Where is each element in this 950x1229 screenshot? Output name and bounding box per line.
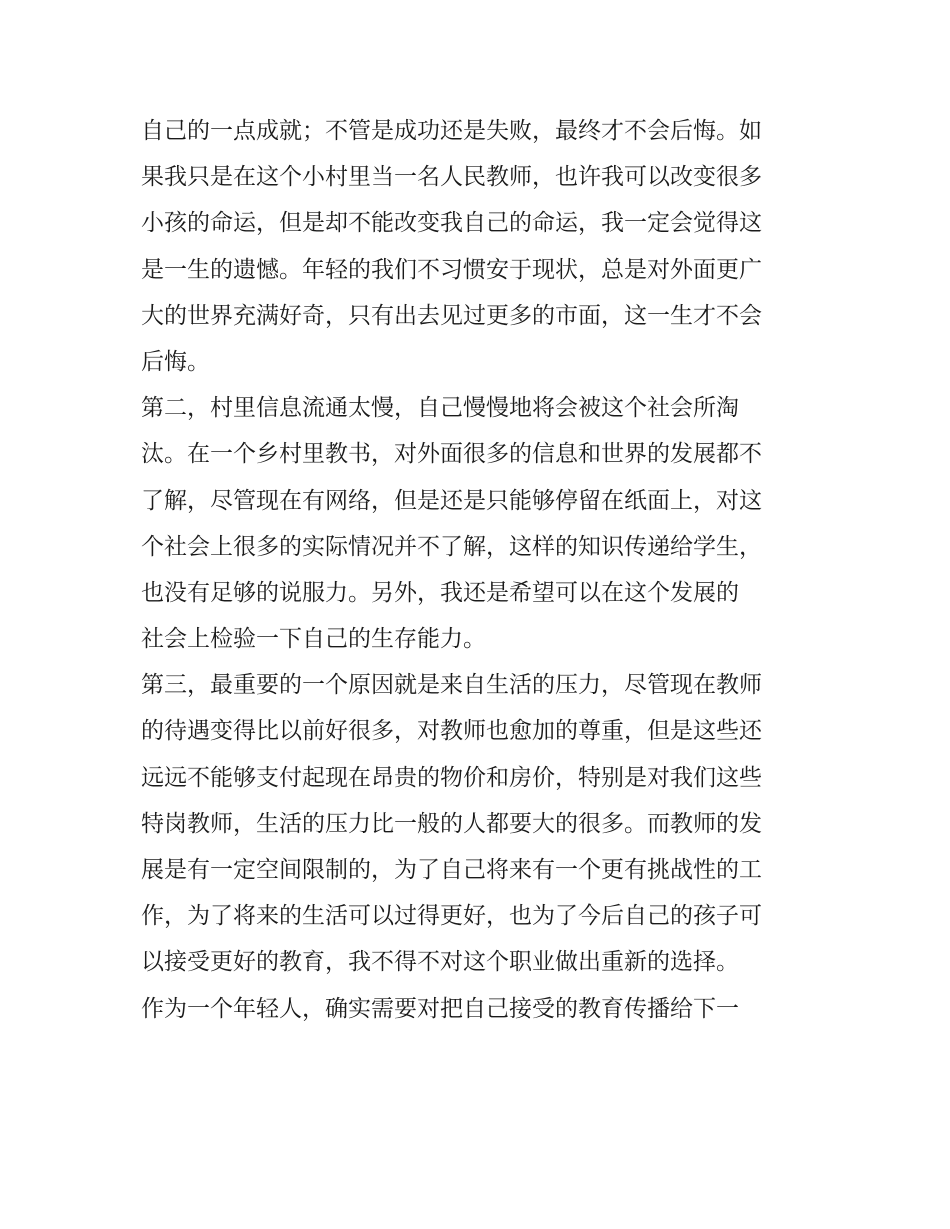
text-line: 第二，村里信息流通太慢，自己慢慢地将会被这个社会所淘: [141, 395, 739, 422]
text-line: 作为一个年轻人，确实需要对把自己接受的教育传播给下一: [141, 995, 739, 1022]
text-line: 了解，尽管现在有网络，但是还是只能够停留在纸面上，对这: [141, 487, 762, 514]
text-line: 的待遇变得比以前好很多，对教师也愈加的尊重，但是这些还: [141, 718, 762, 745]
text-line: 汰。在一个乡村里教书，对外面很多的信息和世界的发展都不: [141, 441, 762, 468]
text-line: 个社会上很多的实际情况并不了解，这样的知识传递给学生，: [141, 533, 762, 560]
text-line: 自己的一点成就；不管是成功还是失败，最终才不会后悔。如: [141, 118, 762, 144]
text-line: 特岗教师，生活的压力比一般的人都要大的很多。而教师的发: [141, 810, 762, 837]
text-line: 作，为了将来的生活可以过得更好，也为了今后自己的孩子可: [141, 903, 762, 930]
text-line: 以接受更好的教育，我不得不对这个职业做出重新的选择。: [141, 949, 739, 976]
text-line: 社会上检验一下自己的生存能力。: [141, 626, 486, 653]
text-line: 大的世界充满好奇，只有出去见过更多的市面，这一生才不会: [141, 302, 762, 329]
body-text: [141, 108, 821, 1032]
text-line: 展是有一定空间限制的，为了自己将来有一个更有挑战性的工: [141, 857, 762, 883]
text-line: 是一生的遗憾。年轻的我们不习惯安于现状，总是对外面更广: [141, 256, 762, 283]
text-line: 也没有足够的说服力。另外，我还是希望可以在这个发展的: [141, 579, 739, 606]
text-line: 果我只是在这个小村里当一名人民教师，也许我可以改变很多: [141, 164, 762, 191]
text-line: 后悔。: [141, 348, 210, 375]
text-line: 第三，最重要的一个原因就是来自生活的压力，尽管现在教师: [141, 672, 762, 699]
text-line: 远远不能够支付起现在昂贵的物价和房价，特别是对我们这些: [141, 764, 762, 791]
text-line: 小孩的命运，但是却不能改变我自己的命运，我一定会觉得这: [141, 210, 762, 237]
